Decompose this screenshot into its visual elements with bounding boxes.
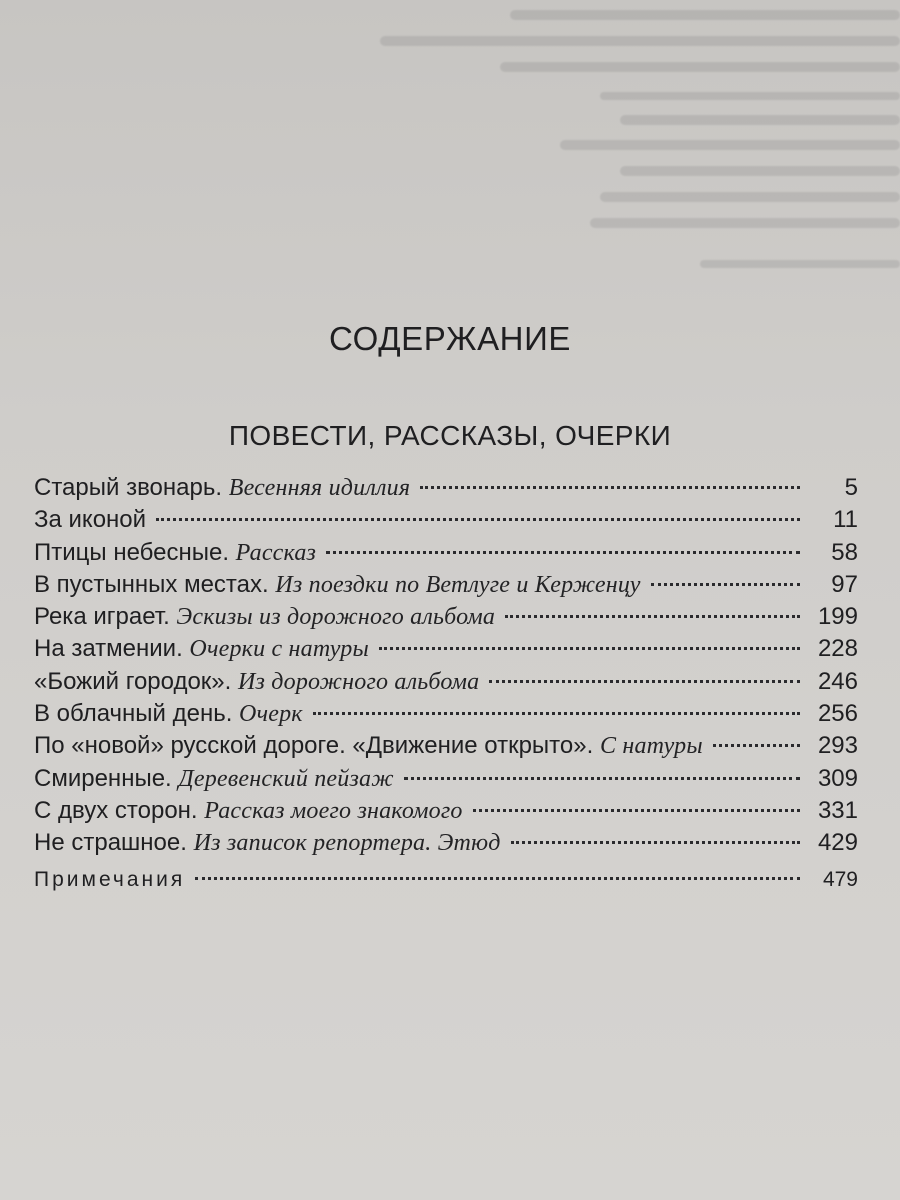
toc-entry-title: На затмении. bbox=[34, 635, 183, 663]
dot-leader bbox=[511, 841, 800, 844]
toc-entry-title: Река играет. bbox=[34, 603, 170, 631]
toc-entry-subtitle: Очерк bbox=[239, 701, 303, 728]
toc-entry-page-number: 228 bbox=[817, 635, 858, 663]
toc-entry-11[interactable] bbox=[34, 797, 858, 829]
toc-entry-title: С двух сторон. bbox=[34, 796, 198, 824]
dot-leader bbox=[651, 583, 800, 586]
toc-entry-page-number: 331 bbox=[817, 796, 858, 824]
toc-entry-page-number: 97 bbox=[831, 570, 858, 598]
toc-entry-text bbox=[34, 797, 463, 825]
toc-entry-subtitle: Из поездки по Ветлуге и Керженцу bbox=[275, 571, 641, 598]
toc-entry-subtitle: Весенняя идиллия bbox=[228, 475, 411, 501]
toc-entry-text bbox=[34, 539, 316, 567]
toc-entry-page-number: 293 bbox=[817, 732, 858, 760]
toc-entry-subtitle: Рассказ bbox=[235, 539, 317, 566]
toc-entry-subtitle: Из записок репортера. Этюд bbox=[193, 830, 501, 857]
dot-leader bbox=[420, 486, 800, 489]
toc-entry-9[interactable] bbox=[34, 732, 858, 764]
section-title: ПОВЕСТИ, РАССКАЗЫ, ОЧЕРКИ bbox=[228, 420, 672, 451]
toc-entry-title: Птицы небесные. bbox=[34, 538, 229, 566]
toc-entry-subtitle: Деревенский пейзаж bbox=[178, 765, 394, 792]
dot-leader bbox=[195, 877, 800, 880]
toc-entry-2[interactable] bbox=[34, 506, 858, 538]
toc-entry-12[interactable] bbox=[34, 829, 858, 861]
toc-entry-1[interactable] bbox=[34, 474, 858, 506]
toc-notes-entry[interactable] bbox=[34, 868, 858, 900]
toc-entry-title: В облачный день. bbox=[34, 700, 233, 728]
toc-entry-title: По «новой» русской дороге. «Движение открыто». bbox=[34, 732, 594, 760]
toc-entry-page-number: 309 bbox=[817, 764, 858, 792]
bleed-through-texture bbox=[0, 0, 900, 300]
toc-entry-title: Старый звонарь. bbox=[34, 474, 223, 501]
toc-entry-10[interactable] bbox=[34, 765, 858, 797]
toc-entry-title: За иконой bbox=[34, 506, 147, 534]
toc-entry-text bbox=[34, 765, 394, 793]
dot-leader bbox=[489, 680, 800, 683]
toc-entry-page-number: 256 bbox=[817, 700, 858, 728]
toc-entry-3[interactable] bbox=[34, 539, 858, 571]
toc-entry-8[interactable] bbox=[34, 700, 858, 732]
toc-entry-text bbox=[34, 506, 146, 534]
toc-entry-title: Смиренные. bbox=[34, 764, 172, 792]
dot-leader bbox=[156, 518, 800, 521]
dot-leader bbox=[326, 551, 800, 554]
toc-entry-text bbox=[34, 603, 495, 631]
toc-entry-text bbox=[34, 571, 641, 599]
toc-entry-4[interactable] bbox=[34, 571, 858, 603]
dot-leader bbox=[313, 712, 800, 715]
notes-page-number: 479 bbox=[822, 867, 858, 891]
toc-entry-text bbox=[34, 700, 303, 728]
toc-entry-6[interactable] bbox=[34, 635, 858, 667]
toc-entry-5[interactable] bbox=[34, 603, 858, 635]
notes-label: Примечания bbox=[34, 867, 186, 891]
toc-entry-page-number: 246 bbox=[817, 667, 858, 695]
toc-entry-7[interactable] bbox=[34, 668, 858, 700]
toc-entry-subtitle: С натуры bbox=[599, 733, 703, 760]
toc-entry-subtitle: Рассказ моего знакомого bbox=[204, 797, 463, 824]
toc-entry-page-number: 199 bbox=[817, 603, 858, 631]
toc-entry-subtitle: Эскизы из дорожного альбома bbox=[176, 604, 496, 631]
toc-entry-page-number: 58 bbox=[831, 538, 858, 566]
toc-entry-page-number: 5 bbox=[844, 474, 858, 501]
dot-leader bbox=[404, 777, 800, 780]
toc-entry-title: Не страшное. bbox=[34, 829, 187, 857]
toc-entry-title: «Божий городок». bbox=[34, 667, 232, 695]
toc-entry-text bbox=[34, 732, 703, 760]
toc-entry-text bbox=[34, 474, 410, 502]
toc-entry-text bbox=[34, 635, 369, 663]
toc-entry-text bbox=[34, 829, 501, 857]
toc-entry-text bbox=[34, 668, 479, 696]
dot-leader bbox=[713, 744, 800, 747]
toc-entry-subtitle: Очерки с натуры bbox=[189, 636, 369, 663]
toc-entry-subtitle: Из дорожного альбома bbox=[238, 668, 480, 695]
dot-leader bbox=[473, 809, 800, 812]
toc-entry-page-number: 429 bbox=[817, 829, 858, 857]
dot-leader bbox=[505, 615, 800, 618]
dot-leader bbox=[379, 647, 800, 650]
toc-entry-page-number: 11 bbox=[833, 506, 858, 534]
toc-entry-title: В пустынных местах. bbox=[34, 570, 269, 598]
page-title: СОДЕРЖАНИЕ bbox=[328, 320, 572, 357]
table-of-contents bbox=[34, 474, 858, 900]
